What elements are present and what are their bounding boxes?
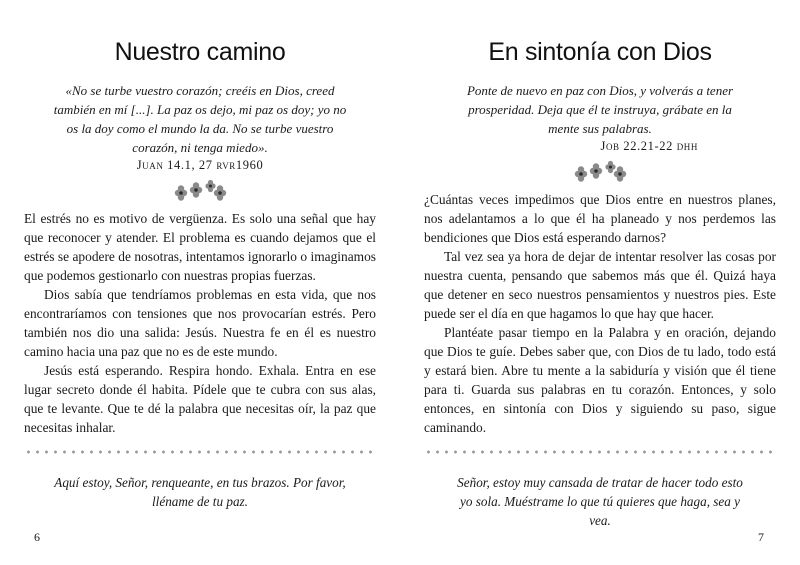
- scripture-reference: [424, 139, 698, 154]
- body-paragraph: El estrés no es motivo de vergüenza. Es solo una señal que hay que reconocer y atender. El problema es cuando dejamos que el estrés se apodere de nosotras, intentamos ignorarlo o imaginamos que podemos gestionarlo con nuestras propias fuerzas.: [24, 211, 376, 283]
- page-number: 6: [34, 530, 40, 544]
- epigraph-quote: «No se turbe vuestro corazón; creéis en Dios, creed también en mí [...]. La paz os dejo, mi paz os doy; yo no os la doy como el mundo la da. No se turbe vuestro corazón, ni tenga miedo».: [53, 83, 347, 155]
- page-title: En sintonía con Dios: [488, 38, 712, 66]
- scripture-reference: [24, 158, 376, 173]
- flower-cluster-icon: [570, 160, 630, 182]
- page-title: Nuestro camino: [114, 38, 286, 66]
- reference-text: Juan 14.1, 27 rvr1960: [136, 158, 264, 172]
- right-page: [424, 0, 776, 565]
- body-paragraph: Plantéate pasar tiempo en la Palabra y en oración, dejando que Dios te guíe. Debes saber que, con Dios de tu lado, todo está y estará bien. Abre tu mente a la sabiduría y visión que él tiene para ti. Guarda sus palabras en tu corazón. Entonces, y solo entonces, en sintonía con Dios y siguiendo su paso, sigue caminando.: [424, 325, 776, 435]
- flower-cluster-icon: [170, 179, 230, 201]
- devotional-body: [424, 190, 776, 437]
- dotted-divider: [424, 449, 776, 455]
- epigraph-quote: Ponte de nuevo en paz con Dios, y volverás a tener prosperidad. Deja que él te instruya, grábate en la mente sus palabras.: [466, 83, 734, 136]
- body-paragraph: Jesús está esperando. Respira hondo. Exhala. Entra en ese lugar secreto donde él habita. Pídele que te cubra con sus alas, que te levante. Que te dé la palabra que necesitas oír, la paz que necesitas inhalar.: [24, 363, 376, 435]
- reference-text: Job 22.21-22 dhh: [600, 139, 698, 153]
- dotted-divider: [24, 449, 376, 455]
- body-paragraph: ¿Cuántas veces impedimos que Dios entre en nuestros planes, nos adelantamos a lo que él ha planeado y nos perdemos las bendiciones que Dios está esperando darnos?: [424, 192, 776, 245]
- page-number: 7: [758, 530, 764, 544]
- left-page: [24, 0, 376, 565]
- body-paragraph: Tal vez sea ya hora de dejar de intentar resolver las cosas por nuestra cuenta, pensando que sabemos más que él. Quizá haya que detener en seco nuestros pensamientos y nuestros pies. Este puede ser el día en que hagamos lo que hay que hacer.: [424, 249, 776, 321]
- closing-prayer: Señor, estoy muy cansada de tratar de hacer todo esto yo sola. Muéstrame lo que tú quieres que haga, sea y vea.: [457, 475, 743, 528]
- body-paragraph: Dios sabía que tendríamos problemas en esta vida, que nos encontraríamos con tensiones que nos provocarían estrés. Pero también nos dio una salida: Jesús. Nuestra fe en él es nuestro camino hacia una paz que no es de este mundo.: [24, 287, 376, 359]
- devotional-body: [24, 209, 376, 437]
- closing-prayer: Aquí estoy, Señor, renqueante, en tus brazos. Por favor, lléname de tu paz.: [54, 475, 346, 509]
